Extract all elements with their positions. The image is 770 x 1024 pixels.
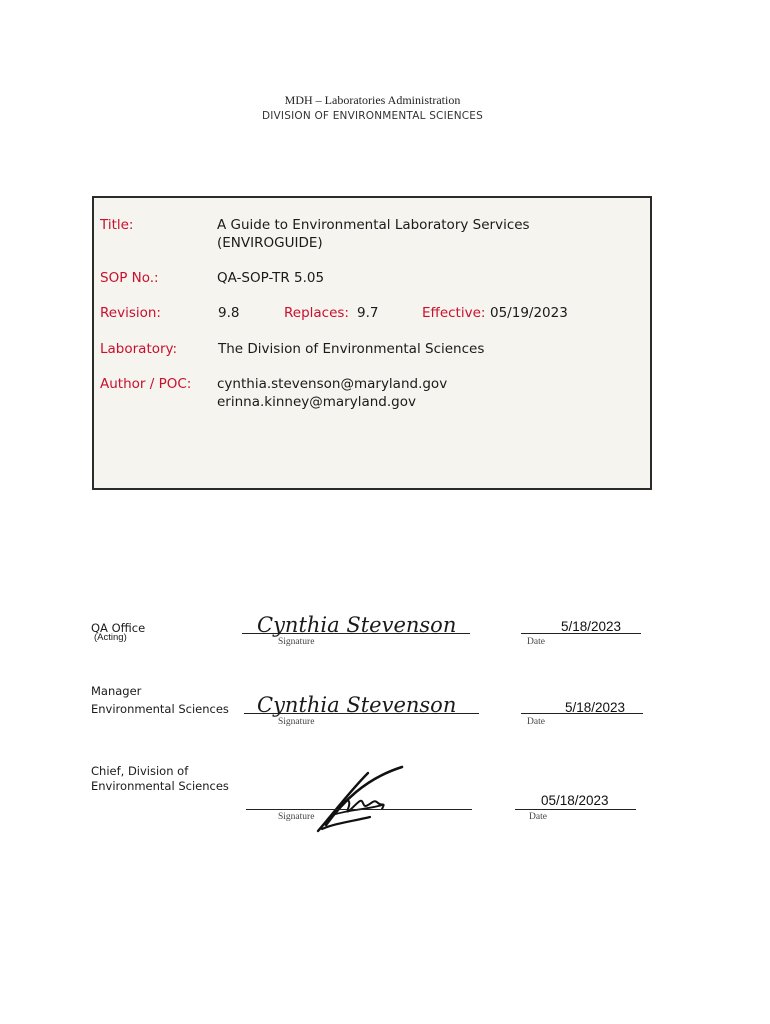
- date-value-1: 5/18/2023: [561, 619, 622, 634]
- date-line-3: [515, 809, 636, 810]
- role-qa-office: QA Office: [91, 621, 146, 635]
- role-manager: Manager: [91, 684, 142, 698]
- role-chief-env-sciences: Environmental Sciences: [91, 779, 229, 793]
- signature-caption-1: Signature: [278, 637, 315, 647]
- revision-label: Revision:: [100, 305, 161, 321]
- date-line-2: [521, 713, 643, 714]
- signature-line-1: [242, 633, 470, 634]
- signature-caption-2: Signature: [278, 717, 315, 727]
- replaces-label: Replaces:: [284, 305, 349, 321]
- signature-cynthia-stevenson-2-text: Cynthia Stevenson: [257, 693, 457, 717]
- revision-value: 9.8: [218, 305, 240, 321]
- date-value-2: 5/18/2023: [565, 700, 626, 715]
- signature-line-3: [246, 809, 472, 810]
- date-value-3: 05/18/2023: [541, 793, 609, 808]
- header-division: DIVISION OF ENVIRONMENTAL SCIENCES: [261, 110, 484, 122]
- date-caption-2: Date: [527, 717, 545, 727]
- effective-label: Effective:: [422, 305, 486, 321]
- sop-number-value: QA-SOP-TR 5.05: [217, 270, 325, 286]
- author-email-2: erinna.kinney@maryland.gov: [217, 394, 416, 410]
- signature-caption-3: Signature: [278, 812, 315, 822]
- laboratory-label: Laboratory:: [100, 341, 178, 357]
- laboratory-value: The Division of Environmental Sciences: [218, 341, 485, 357]
- role-manager-env-sciences: Environmental Sciences: [91, 702, 229, 716]
- role-qa-acting: (Acting): [94, 632, 127, 643]
- signature-line-2: [244, 713, 479, 714]
- header-administration: MDH – Laboratories Administration: [284, 93, 461, 107]
- title-label: Title:: [100, 217, 134, 233]
- author-email-1: cynthia.stevenson@maryland.gov: [217, 376, 448, 392]
- sop-number-label: SOP No.:: [100, 270, 159, 286]
- replaces-value: 9.7: [357, 305, 379, 321]
- author-label: Author / POC:: [100, 376, 192, 392]
- title-value-line1: A Guide to Environmental Laboratory Services: [217, 217, 530, 233]
- date-line-1: [521, 633, 641, 634]
- date-caption-1: Date: [527, 637, 545, 647]
- role-chief-division: Chief, Division of: [91, 764, 189, 778]
- signature-cynthia-stevenson-1-text: Cynthia Stevenson: [257, 613, 457, 637]
- signature-chief-scribble: [312, 763, 412, 835]
- effective-value: 05/19/2023: [490, 305, 568, 321]
- title-value-line2: (ENVIROGUIDE): [217, 235, 323, 251]
- date-caption-3: Date: [529, 812, 547, 822]
